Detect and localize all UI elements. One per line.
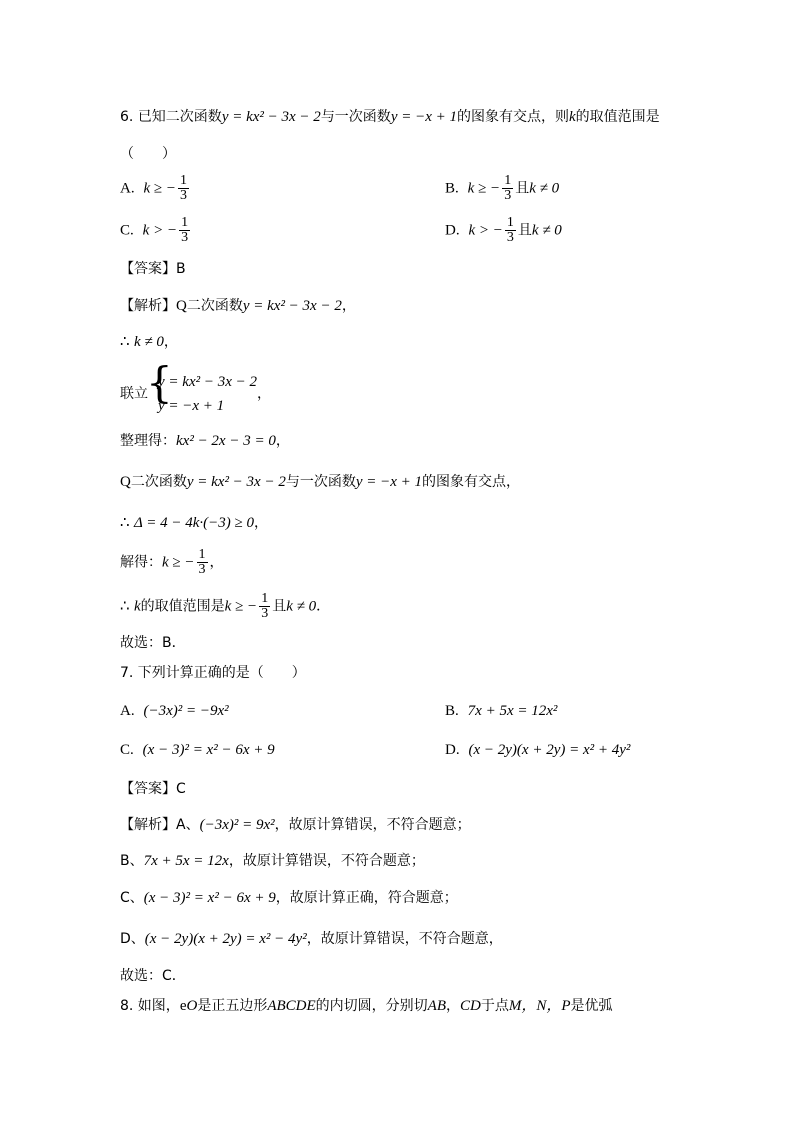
q6-analysis-line-2: ∴ k ≠ 0， <box>120 334 178 350</box>
q6-analysis-line-1: 【解析】Q二次函数y = kx² − 3x − 2， <box>120 298 356 314</box>
q6-option-b: B. k ≥ − $\frac{1}{3}$ 且k ≠ 0 <box>445 173 560 203</box>
q6-stem: 6. 已知二次函数y = kx² − 3x − 2与一次函数y = −x + 1的图象有交点，则k的取值范围是 <box>120 109 660 125</box>
q6-analysis-line-7: 解得：k ≥ − $\frac{1}{3}$ ， <box>120 547 224 577</box>
q7-stem: 7. 下列计算正确的是（ ） <box>120 665 306 681</box>
q8-stem: 8. 如图，eO是正五边形ABCDE的内切圆，分别切AB，CD于点M，N，P是优弧 <box>120 998 613 1014</box>
q7-option-a: A. (−3x)² = −9x² <box>120 703 229 719</box>
equation-system: { y = kx² − 3x − 2 y = −x + 1 <box>146 358 257 414</box>
left-brace-icon: { <box>146 358 173 407</box>
q6-analysis-line-8: ∴ k的取值范围是k ≥ − $\frac{1}{3}$ 且k ≠ 0． <box>120 591 331 621</box>
q6-analysis-line-4: 整理得：kx² − 2x − 3 = 0， <box>120 433 290 449</box>
fraction: $\frac{1}{3}$ <box>504 173 512 203</box>
q6-analysis-line-9: 故选：B． <box>120 635 186 651</box>
q7-option-c: C. (x − 3)² = x² − 6x + 9 <box>120 742 275 758</box>
fraction: $\frac{1}{3}$ <box>198 547 206 577</box>
q7-analysis-line-1: 【解析】A、(−3x)² = 9x²，故原计算错误，不符合题意； <box>120 817 471 833</box>
q7-analysis-line-4: D、(x − 2y)(x + 2y) = x² − 4y²，故原计算错误，不符合题意， <box>120 931 503 947</box>
q6-paren: （ ） <box>120 146 176 162</box>
q7-option-d: D. (x − 2y)(x + 2y) = x² + 4y² <box>445 742 631 758</box>
q6-option-a: A. k ≥ − $\frac{1}{3}$ <box>120 173 188 203</box>
q7-analysis-line-5: 故选：C． <box>120 968 186 984</box>
q6-option-c: C. k > − $\frac{1}{3}$ <box>120 215 189 245</box>
q7-answer: 【答案】C <box>120 781 186 797</box>
q6-analysis-line-6: ∴ Δ = 4 − 4k·(−3) ≥ 0， <box>120 515 269 531</box>
fraction: $\frac{1}{3}$ <box>180 173 188 203</box>
q7-analysis-line-3: C、(x − 3)² = x² − 6x + 9，故原计算正确，符合题意； <box>120 890 458 906</box>
q7-analysis-line-2: B、7x + 5x = 12x，故原计算错误，不符合题意； <box>120 853 425 869</box>
q6-answer: 【答案】B <box>120 261 186 277</box>
fraction: $\frac{1}{3}$ <box>261 591 269 621</box>
q7-option-b: B. 7x + 5x = 12x² <box>445 703 558 719</box>
fraction: $\frac{1}{3}$ <box>181 215 189 245</box>
q6-analysis-line-5: Q二次函数y = kx² − 3x − 2与一次函数y = −x + 1的图象有交点， <box>120 474 521 490</box>
q6-option-d: D. k > − $\frac{1}{3}$ 且k ≠ 0 <box>445 215 562 245</box>
fraction: $\frac{1}{3}$ <box>506 215 514 245</box>
q6-analysis-line-3: 联立 { y = kx² − 3x − 2 y = −x + 1 ， <box>120 370 271 418</box>
